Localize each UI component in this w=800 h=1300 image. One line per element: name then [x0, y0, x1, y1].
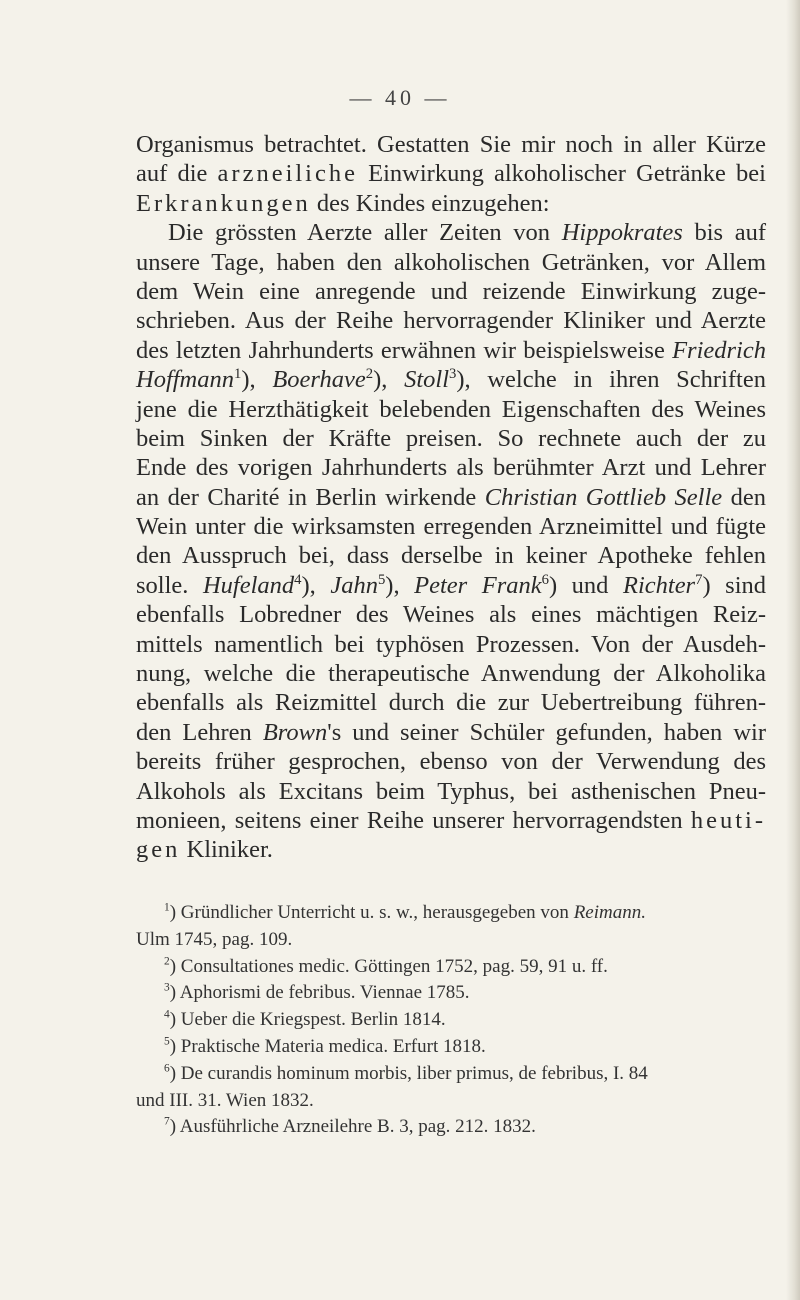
text-run: Organismus betrachtet. Gestatten Sie mir noch in aller Kürze: [136, 131, 766, 158]
footnote-marker: 5: [164, 1035, 170, 1048]
footnotes: [136, 900, 766, 1141]
text-line: [136, 659, 766, 688]
author-name: Hufeland: [202, 571, 295, 599]
text-run: Kliniker.: [180, 836, 273, 864]
text-run: des letzten Jahrhunderts erwähnen wir beispielsweise: [136, 336, 673, 364]
footnote-ref: 1: [234, 365, 242, 382]
footnote-marker: 6: [164, 1062, 170, 1075]
author-name: Reimann.: [573, 902, 646, 923]
page-number: — 40 —: [349, 85, 451, 110]
page-edge-shadow: [786, 0, 800, 1300]
text-run: des Kindes einzugehen:: [310, 189, 550, 217]
text-line: [136, 688, 766, 717]
text-run: Wein unter die wirksamsten erregenden Arzneimittel und fügte: [136, 513, 766, 541]
footnote-text: Consultationes medic. Göttingen 1752, pag. 59, 91 u. ff.: [180, 955, 608, 977]
text-line: [136, 130, 766, 159]
text-run: den Ausspruch bei, dass derselbe in keiner Apotheke fehlen: [136, 542, 766, 570]
text-line: [136, 541, 766, 570]
text-run: ebenfalls Lobredner des Weines als eines mächtigen Reiz-: [136, 601, 766, 629]
text-run: dem Wein eine anregende und reizende Einwirkung zuge-: [136, 277, 766, 305]
text-line: [136, 395, 766, 424]
text-run: beim Sinken der Kräfte preisen. So rechnete auch der zu: [136, 424, 766, 452]
footnote-text: Ausführliche Arzneilehre B. 3, pag. 212. 1832.: [179, 1116, 536, 1138]
text-run: unsere Tage, haben den alkoholischen Getränken, vor Allem: [136, 248, 766, 276]
text-line: [136, 453, 766, 482]
footnote-text: Aphorismi de febribus. Viennae 1785.: [179, 982, 470, 1004]
author-name: Peter Frank: [414, 571, 542, 599]
emphasized-text: gen: [136, 836, 181, 864]
footnote-ref: 2: [365, 365, 374, 382]
text-run: solle.: [136, 571, 203, 599]
footnote-continuation: [136, 1088, 766, 1115]
emphasized-text: heuti-: [690, 806, 766, 834]
text-run: monieen, seitens einer Reihe unserer hervorragendsten: [136, 806, 691, 834]
author-name: Christian Gottlieb Selle: [484, 483, 723, 511]
text-line: [136, 630, 766, 659]
footnote-marker: 3: [164, 982, 170, 995]
text-run: den: [722, 483, 766, 511]
text-line: [136, 336, 766, 365]
footnote-marker: 1: [164, 901, 170, 914]
text-run: sind: [710, 571, 767, 599]
author-name: Hippokrates: [561, 219, 683, 247]
text-run: Ende des vorigen Jahrhunderts als berühmter Arzt und Lehrer: [136, 454, 766, 482]
footnote-text: Ulm 1745, pag. 109.: [136, 928, 293, 950]
footnote-ref: 3: [449, 365, 457, 382]
text-line: [136, 718, 766, 747]
footnote-continuation: [136, 927, 766, 954]
text-line: [136, 424, 766, 453]
text-line: [136, 835, 766, 864]
text-run: Einwirkung alkoholischer Getränke bei: [357, 160, 766, 188]
text-line: [136, 277, 766, 306]
footnote: $^2$) Consultationes medic. Göttingen 1752, pag. 59, 91 u. ff.: [164, 955, 608, 977]
text-run: jene die Herzthätigkeit belebenden Eigenschaften des Weines: [136, 395, 766, 423]
text-line: [136, 159, 766, 188]
footnote: $^7$) Ausführliche Arzneilehre B. 3, pag. 212. 1832.: [164, 1116, 536, 1138]
footnote-ref: 6: [541, 571, 549, 588]
footnote-text: De curandis hominum morbis, liber primus, de febribus, I. 84: [180, 1062, 648, 1084]
footnote-ref: 4: [294, 571, 302, 588]
author-name: Boerhave: [272, 366, 366, 394]
text-run: bereits früher gesprochen, ebenso von der Verwendung des: [136, 748, 766, 776]
text-line: [136, 777, 766, 806]
text-run: 's und seiner Schüler gefunden, haben wir: [327, 718, 767, 746]
text-line: [136, 600, 766, 629]
footnote-text: Praktische Materia medica. Erfurt 1818.: [180, 1035, 486, 1057]
text-line: [136, 248, 766, 277]
footnote: $^5$) Praktische Materia medica. Erfurt 1818.: [164, 1035, 486, 1057]
footnote: $^4$) Ueber die Kriegspest. Berlin 1814.: [164, 1008, 446, 1031]
text-run: Alkohols als Excitans beim Typhus, bei asthenischen Pneu-: [136, 777, 766, 805]
footnote-marker: 2: [164, 955, 170, 968]
text-line: [136, 189, 766, 218]
author-name: Richter: [622, 571, 696, 599]
footnote-text: Ueber die Kriegspest. Berlin 1814.: [180, 1009, 446, 1031]
text-line: [136, 306, 766, 335]
text-line: [136, 806, 766, 835]
text-line: solle. Hufeland$^4$), Jahn$^5$), Peter Frank$^6$) und Richter$^7$) sind: [136, 571, 767, 599]
footnote: $^6$) De curandis hominum morbis, liber primus, de febribus, I. 84: [164, 1062, 648, 1084]
footnote: $^3$) Aphorismi de febribus. Viennae 1785.: [164, 982, 470, 1004]
text-run: und: [557, 571, 623, 599]
text-run: bis auf: [682, 219, 766, 247]
text-run: nung, welche die therapeutische Anwendung der Alkoholika: [136, 660, 766, 688]
emphasized-text: Erkrankungen: [136, 189, 311, 217]
text-run: ebenfalls als Reizmittel durch die zur Uebertreibung führen-: [136, 689, 766, 717]
text-run: , welche in ihren Schriften: [464, 366, 766, 394]
emphasized-text: arzneiliche: [217, 160, 358, 188]
text-run: Die grössten Aerzte aller Zeiten von: [168, 219, 562, 247]
text-run: den Lehren: [136, 718, 263, 746]
text-line: [136, 483, 766, 512]
text-run: mittels namentlich bei typhösen Prozessen. Von der Ausdeh-: [136, 630, 766, 658]
text-line: [136, 512, 766, 541]
footnote-ref: 7: [695, 571, 703, 588]
author-name: Stoll: [404, 366, 450, 394]
footnote-marker: 4: [164, 1008, 170, 1021]
text-line: Hoffmann$^1$), Boerhave$^2$), Stoll$^3$), welche in ihren Schriften: [136, 365, 766, 394]
body-text: [136, 130, 766, 865]
author-name: Brown: [262, 718, 328, 746]
author-name: Friedrich: [672, 336, 766, 364]
text-run: auf die: [136, 160, 218, 188]
footnote-text: Gründlicher Unterricht u. s. w., herausgegeben von: [180, 902, 574, 923]
footnote: $^1$) Gründlicher Unterricht u. s. w., herausgegeben von Reimann.: [164, 901, 646, 923]
text-run: an der Charité in Berlin wirkende: [136, 483, 485, 511]
footnote-marker: 7: [164, 1116, 170, 1129]
text-line: [136, 747, 766, 776]
footnote-text: und III. 31. Wien 1832.: [136, 1089, 314, 1111]
text-line: [136, 218, 766, 247]
author-name: Jahn: [330, 571, 378, 599]
footnote-ref: 5: [377, 571, 386, 588]
author-name: Hoffmann: [136, 366, 234, 394]
text-run: schrieben. Aus der Reihe hervorragender Kliniker und Aerzte: [136, 307, 766, 335]
